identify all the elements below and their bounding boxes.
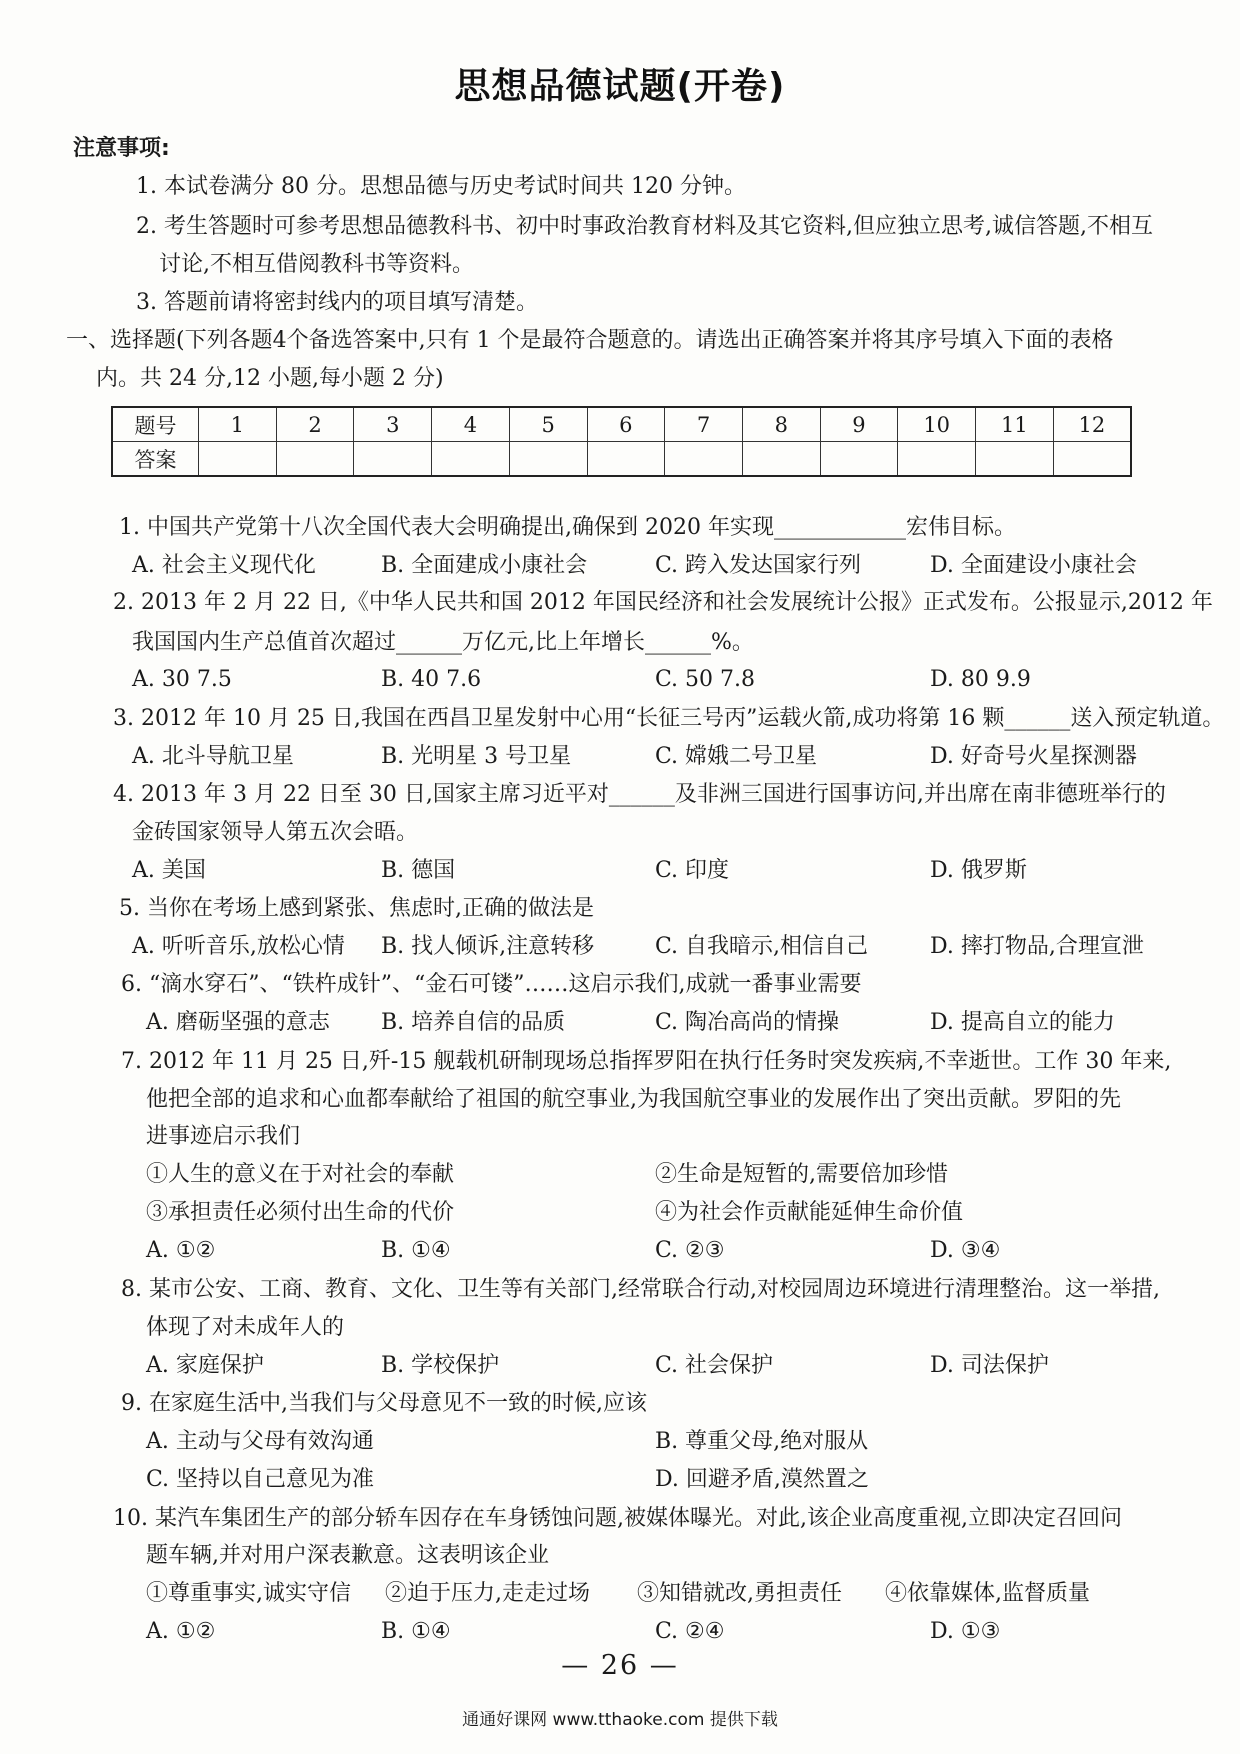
question-stem: 题车辆,并对用户深表歉意。这表明该企业 — [146, 1543, 549, 1568]
table-cell: 2 — [276, 407, 354, 442]
option-a: A. 社会主义现代化 — [132, 553, 316, 578]
table-cell: 8 — [742, 407, 820, 442]
option-b: B. 德国 — [381, 858, 456, 883]
question-stem: 进事迹启示我们 — [146, 1124, 301, 1149]
section-heading-line: 内。共 24 分,12 小题,每小题 2 分) — [96, 366, 444, 391]
table-cell: 题号 — [112, 407, 199, 442]
option-a: A. 主动与父母有效沟通 — [146, 1429, 374, 1454]
page-number: — 26 — — [561, 1650, 679, 1681]
option-b: B. 全面建成小康社会 — [381, 553, 588, 578]
option-d: D. 俄罗斯 — [930, 858, 1027, 883]
option-d: D. 司法保护 — [930, 1353, 1049, 1378]
question-stem: 1. 中国共产党第十八次全国代表大会明确提出,确保到 2020 年实现____________宏伟目标。 — [119, 515, 1016, 540]
statement-item: ③知错就改,勇担责任 — [637, 1581, 842, 1606]
exam-title: 思想品德试题(开卷) — [454, 66, 786, 107]
option-b: B. 找人倾诉,注意转移 — [381, 934, 595, 959]
question-stem: 我国国内生产总值首次超过______万亿元,比上年增长______%。 — [132, 630, 754, 655]
option-d: D. ①③ — [930, 1619, 1001, 1644]
table-cell: 12 — [1053, 407, 1131, 442]
option-c: C. ②③ — [655, 1238, 725, 1263]
table-cell: 3 — [354, 407, 432, 442]
option-a: A. ①② — [146, 1238, 216, 1263]
table-cell: 6 — [587, 407, 665, 442]
option-c: C. 嫦娥二号卫星 — [655, 744, 818, 769]
question-stem: 体现了对未成年人的 — [146, 1315, 345, 1340]
option-d: D. 摔打物品,合理宣泄 — [930, 934, 1144, 959]
table-cell: 10 — [898, 407, 976, 442]
question-stem: 8. 某市公安、工商、教育、文化、卫生等有关部门,经常联合行动,对校园周边环境进行清理整治。这一举措, — [121, 1277, 1160, 1302]
option-b: B. 学校保护 — [381, 1353, 500, 1378]
table-cell: 7 — [665, 407, 743, 442]
option-a: A. 30 7.5 — [132, 667, 232, 692]
option-b: B. 光明星 3 号卫星 — [381, 744, 572, 769]
option-c: C. 跨入发达国家行列 — [655, 553, 862, 578]
option-c: C. 50 7.8 — [655, 667, 756, 692]
option-c: C. 坚持以自己意见为准 — [146, 1467, 375, 1492]
question-stem: 他把全部的追求和心血都奉献给了祖国的航空事业,为我国航空事业的发展作出了突出贡献。罗阳的先 — [146, 1087, 1121, 1112]
question-stem: 10. 某汽车集团生产的部分轿车因存在车身锈蚀问题,被媒体曝光。对此,该企业高度重视,立即决定召回问 — [113, 1506, 1122, 1531]
statement-item: ①人生的意义在于对社会的奉献 — [146, 1162, 455, 1187]
table-cell: 11 — [976, 407, 1054, 442]
option-d: D. 80 9.9 — [930, 667, 1031, 692]
table-cell: 4 — [432, 407, 510, 442]
option-a: A. 听听音乐,放松心情 — [132, 934, 345, 959]
statement-item: ②生命是短暂的,需要倍加珍惜 — [655, 1162, 948, 1187]
option-c: C. 社会保护 — [655, 1353, 774, 1378]
statement-item: ④为社会作贡献能延伸生命价值 — [655, 1200, 964, 1225]
option-b: B. 培养自信的品质 — [381, 1010, 566, 1035]
statement-item: ①尊重事实,诚实守信 — [146, 1581, 351, 1606]
option-d: D. 提高自立的能力 — [930, 1010, 1115, 1035]
statement-item: ②迫于压力,走走过场 — [385, 1581, 590, 1606]
question-stem: 9. 在家庭生活中,当我们与父母意见不一致的时候,应该 — [121, 1391, 647, 1416]
table-cell: 5 — [509, 407, 587, 442]
option-a: A. 美国 — [132, 858, 206, 883]
option-c: C. 自我暗示,相信自己 — [655, 934, 869, 959]
option-c: C. ②④ — [655, 1619, 725, 1644]
option-d: D. 回避矛盾,漠然置之 — [655, 1467, 869, 1492]
option-c: C. 陶冶高尚的情操 — [655, 1010, 840, 1035]
option-a: A. 北斗导航卫星 — [132, 744, 294, 769]
question-stem: 4. 2013 年 3 月 22 日至 30 日,国家主席习近平对______及非洲三国进行国事访问,并出席在南非德班举行的 — [113, 782, 1166, 807]
note-item: 2. 考生答题时可参考思想品德教科书、初中时事政治教育材料及其它资料,但应独立思考,诚信答题,不相互 — [136, 214, 1153, 239]
section-heading-line: 一、选择题(下列各题4个备选答案中,只有 1 个是最符合题意的。请选出正确答案并将其序号填入下面的表格 — [66, 328, 1114, 353]
question-stem: 6. “滴水穿石”、“铁杵成针”、“金石可镂”……这启示我们,成就一番事业需要 — [121, 972, 862, 997]
question-stem: 2. 2013 年 2 月 22 日,《中华人民共和国 2012 年国民经济和社会发展统计公报》正式发布。公报显示,2012 年 — [113, 590, 1213, 615]
table-cell: 1 — [199, 407, 277, 442]
note-item: 1. 本试卷满分 80 分。思想品德与历史考试时间共 120 分钟。 — [136, 174, 746, 199]
question-stem: 7. 2012 年 11 月 25 日,歼-15 舰载机研制现场总指挥罗阳在执行任务时突发疾病,不幸逝世。工作 30 年来, — [121, 1049, 1172, 1074]
option-b: B. ①④ — [381, 1619, 451, 1644]
option-a: A. ①② — [146, 1619, 216, 1644]
statement-item: ④依靠媒体,监督质量 — [885, 1581, 1090, 1606]
source-credit: 通通好课网 www.tthaoke.com 提供下载 — [462, 1710, 778, 1730]
table-cell: 答案 — [112, 442, 199, 477]
option-d: D. ③④ — [930, 1238, 1001, 1263]
table-cell: 9 — [820, 407, 898, 442]
option-b: B. 尊重父母,绝对服从 — [655, 1429, 869, 1454]
statement-item: ③承担责任必须付出生命的代价 — [146, 1200, 455, 1225]
note-item: 讨论,不相互借阅教科书等资料。 — [159, 252, 474, 277]
question-stem: 3. 2012 年 10 月 25 日,我国在西昌卫星发射中心用“长征三号丙”运载火箭,成功将第 16 颗______送入预定轨道。 — [113, 706, 1225, 731]
note-item: 3. 答题前请将密封线内的项目填写清楚。 — [136, 290, 538, 315]
option-b: B. ①④ — [381, 1238, 451, 1263]
question-stem: 5. 当你在考场上感到紧张、焦虑时,正确的做法是 — [119, 896, 594, 921]
option-c: C. 印度 — [655, 858, 730, 883]
notes-heading: 注意事项: — [73, 136, 170, 161]
option-a: A. 磨砺坚强的意志 — [146, 1010, 330, 1035]
option-b: B. 40 7.6 — [381, 667, 482, 692]
option-a: A. 家庭保护 — [146, 1353, 264, 1378]
question-stem: 金砖国家领导人第五次会晤。 — [132, 820, 419, 845]
option-d: D. 全面建设小康社会 — [930, 553, 1137, 578]
option-d: D. 好奇号火星探测器 — [930, 744, 1137, 769]
